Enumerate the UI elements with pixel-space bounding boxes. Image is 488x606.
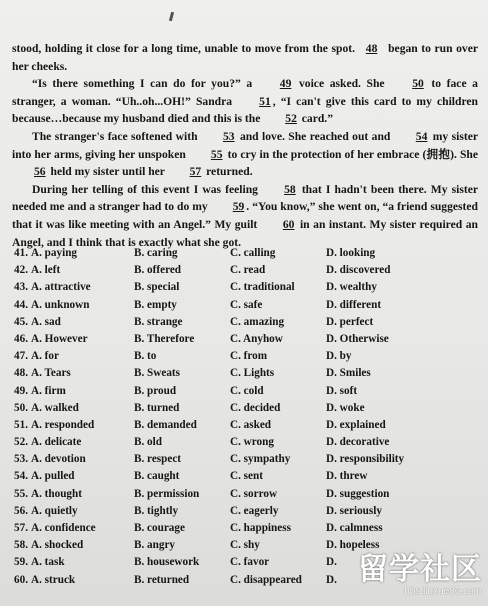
option-c: C. decided	[230, 401, 281, 414]
option-a: A. sad	[31, 315, 61, 328]
option-c: C. traditional	[230, 281, 295, 294]
passage-text: During her telling of this event I was feeling	[32, 182, 263, 196]
question-number: 60.	[14, 573, 28, 586]
passage-text: returned.	[203, 165, 253, 179]
blank-number: 50	[412, 77, 424, 91]
option-d: D.	[326, 573, 337, 586]
option-c: C. cold	[230, 384, 264, 397]
option-d: D. woke	[326, 401, 365, 414]
option-a: A. confidence	[31, 522, 96, 534]
question-row	[14, 333, 484, 350]
option-b: B. to	[134, 350, 157, 363]
option-d: D. suggestion	[326, 487, 390, 500]
question-number: 51.	[14, 418, 28, 431]
option-c: C. sent	[230, 470, 263, 483]
blank-number: 56	[34, 165, 46, 179]
option-a: A. quietly	[31, 504, 78, 517]
question-row	[14, 264, 484, 281]
option-c: C. wrong	[230, 436, 274, 449]
option-b: B. demanded	[134, 418, 197, 431]
passage-paragraph	[12, 40, 478, 75]
option-a: A. unknown	[31, 298, 90, 311]
cloze-passage	[12, 40, 478, 251]
option-d: D. looking	[326, 247, 376, 259]
question-row	[14, 385, 484, 402]
option-b: B. returned	[134, 573, 190, 586]
option-d: D. Smiles	[326, 367, 371, 380]
option-a: A. pulled	[31, 470, 75, 483]
option-c: C. shy	[230, 539, 260, 552]
question-number: 49.	[14, 384, 28, 397]
option-a: A. for	[31, 350, 59, 363]
option-d: D. explained	[326, 418, 386, 431]
option-b: B. respect	[134, 453, 182, 466]
question-row	[14, 402, 484, 419]
question-number: 58.	[14, 539, 28, 552]
passage-text: to cry in the protection of her embrace (拥抱). She	[224, 147, 478, 161]
option-a: A. struck	[31, 573, 76, 586]
question-number: 56.	[14, 504, 28, 517]
option-d: D. by	[326, 350, 352, 363]
option-a: A. attractive	[31, 281, 91, 294]
blank-number: 58	[284, 182, 296, 196]
option-c: C. Anyhow	[230, 332, 283, 345]
passage-text: that I hadn't been there. My sister needed me and a stranger had to do my	[12, 182, 479, 214]
option-d: D. perfect	[326, 315, 374, 328]
answer-options	[14, 247, 484, 591]
question-row	[14, 419, 484, 436]
option-c: C. amazing	[230, 315, 285, 328]
question-row	[14, 299, 484, 316]
option-b: B. old	[134, 436, 162, 449]
option-b: B. housework	[134, 556, 200, 569]
option-b: B. tightly	[134, 504, 179, 517]
option-c: C. favor	[230, 556, 270, 569]
passage-text: voice asked. She	[293, 77, 391, 91]
passage-text: . “You know,” she went on, “a friend suggested that it was like meeting with an Angel.” My guilt	[12, 200, 478, 231]
blank-number: 48	[365, 42, 378, 55]
option-d: D. Otherwise	[326, 332, 389, 345]
option-c: C. calling	[230, 247, 276, 259]
ink-mark	[169, 12, 174, 21]
question-number: 42.	[14, 264, 28, 277]
option-b: B. empty	[134, 298, 177, 311]
question-number: 43.	[14, 281, 28, 294]
question-number: 54.	[14, 470, 28, 483]
option-d: D. soft	[326, 384, 358, 397]
option-b: B. caught	[134, 470, 180, 483]
option-d: D. decorative	[326, 436, 390, 449]
option-d: D. hopeless	[326, 539, 380, 552]
question-number: 55.	[14, 487, 28, 500]
option-b: B. Therefore	[134, 332, 195, 345]
passage-text: held my sister until her	[47, 165, 168, 179]
option-a: A. paying	[31, 247, 78, 259]
option-b: B. strange	[134, 315, 183, 328]
question-number: 44.	[14, 298, 28, 311]
option-c: C. Lights	[230, 367, 275, 380]
option-d: D. discovered	[326, 264, 391, 277]
option-a: A. task	[31, 556, 65, 569]
option-b: B. offered	[134, 264, 182, 277]
passage-text: in an instant. My sister required an Angel, and I think that is exactly what she got.	[12, 217, 478, 249]
option-d: D. calmness	[326, 522, 383, 534]
question-row	[14, 316, 484, 333]
blank-number: 49	[279, 77, 292, 91]
option-c: C. read	[230, 264, 266, 277]
blank-number: 60	[282, 217, 295, 231]
option-c: C. asked	[230, 418, 272, 431]
passage-text: began to run over her cheeks.	[12, 42, 478, 73]
question-number: 50.	[14, 401, 28, 414]
passage-text: The stranger's face softened with	[32, 129, 201, 143]
option-c: C. happiness	[230, 522, 291, 534]
site-watermark	[322, 554, 482, 604]
question-number: 52.	[14, 436, 28, 449]
option-b: B. angry	[134, 539, 176, 552]
question-row	[14, 470, 484, 487]
option-c: C. sorrow	[230, 487, 278, 500]
question-number: 45.	[14, 315, 28, 328]
question-number: 48.	[14, 367, 28, 380]
question-number: 59.	[14, 556, 28, 569]
option-b: B. courage	[134, 522, 185, 534]
option-d: D. seriously	[326, 504, 382, 517]
question-row	[14, 436, 484, 453]
question-row	[14, 350, 484, 367]
question-row	[14, 247, 484, 264]
question-row	[14, 453, 484, 470]
question-row	[14, 488, 484, 505]
option-d: D.	[326, 556, 337, 569]
passage-text: to face a stranger, a woman. “Uh..oh...OH!” Sandra	[12, 77, 478, 108]
passage-text: my sister into her arms, giving her unspoken	[12, 129, 478, 161]
question-row	[14, 281, 484, 298]
passage-paragraph	[12, 75, 478, 128]
option-c: C. from	[230, 350, 268, 363]
option-a: A. devotion	[31, 453, 86, 466]
passage-text: card.”	[298, 112, 333, 126]
option-a: A. responded	[31, 418, 95, 431]
question-number: 41.	[14, 247, 28, 259]
option-d: D. threw	[326, 470, 368, 483]
option-c: C. safe	[230, 298, 263, 311]
watermark-logo: 留学社区	[358, 552, 482, 587]
blank-number: 52	[285, 112, 297, 126]
question-row	[14, 505, 484, 522]
option-a: A. walked	[31, 401, 79, 414]
option-a: A. firm	[31, 384, 66, 397]
passage-text: stood, holding it close for a long time, unable to move from the spot.	[12, 42, 359, 55]
blank-number: 53	[222, 129, 235, 143]
option-b: B. special	[134, 281, 180, 294]
blank-number: 51	[259, 94, 271, 108]
option-c: C. eagerly	[230, 504, 279, 517]
option-a: A. Tears	[31, 367, 71, 380]
passage-text: “Is there something I can do for you?” a	[32, 77, 258, 91]
option-a: A. delicate	[31, 436, 82, 449]
passage-paragraph	[12, 128, 478, 181]
blank-number: 55	[210, 147, 223, 161]
blank-number: 59	[232, 200, 245, 214]
option-c: C. disappeared	[230, 573, 302, 586]
question-number: 46.	[14, 332, 28, 345]
passage-text: and love. She reached out and	[236, 129, 394, 143]
question-number: 47.	[14, 350, 28, 363]
blank-number: 54	[415, 129, 428, 143]
option-b: B. proud	[134, 384, 177, 397]
passage-text: , “I can't give this card to my children because…because my husband died and this is the	[12, 94, 478, 126]
question-number: 57.	[14, 522, 28, 534]
option-a: A. However	[31, 332, 88, 345]
option-b: B. caring	[134, 247, 178, 259]
blank-number: 57	[189, 165, 202, 179]
option-d: D. responsibility	[326, 453, 405, 466]
option-a: A. thought	[31, 487, 82, 500]
option-b: B. Sweats	[134, 367, 180, 380]
question-number: 53.	[14, 453, 28, 466]
question-row	[14, 522, 484, 539]
passage-paragraph	[12, 181, 478, 251]
option-c: C. sympathy	[230, 453, 291, 466]
option-a: A. shocked	[31, 539, 84, 552]
option-b: B. turned	[134, 401, 180, 414]
watermark-url: bbs.liuxue86.com	[404, 586, 482, 597]
option-a: A. left	[31, 264, 61, 277]
option-d: D. wealthy	[326, 281, 377, 294]
option-b: B. permission	[134, 487, 200, 500]
option-d: D. different	[326, 298, 382, 311]
question-row	[14, 367, 484, 384]
